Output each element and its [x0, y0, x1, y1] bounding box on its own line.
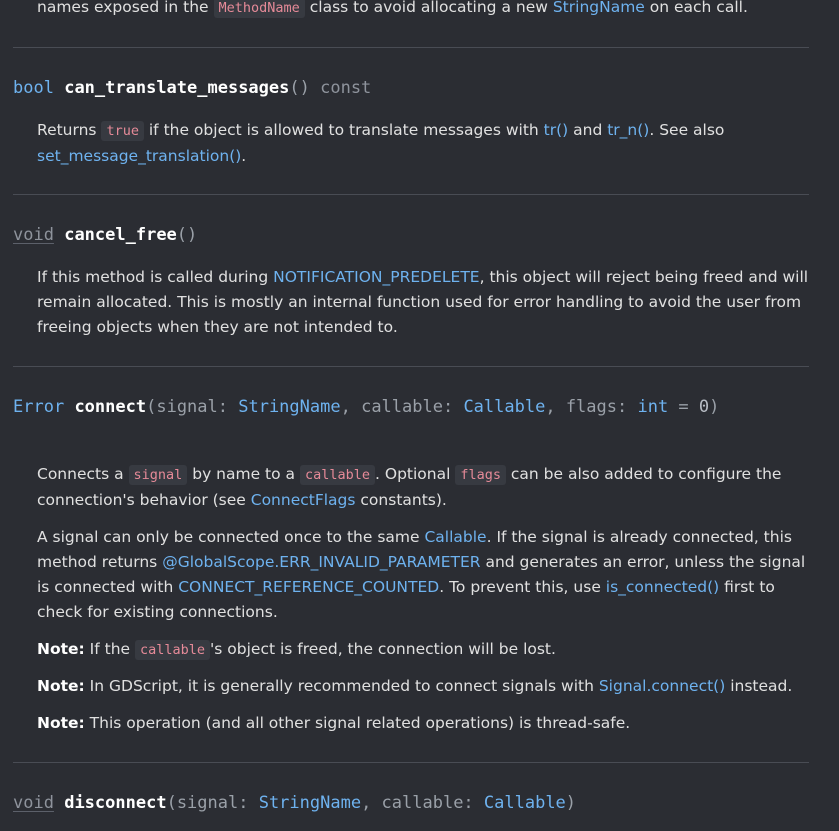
note-label: Note:	[37, 714, 85, 732]
paren-close: )	[565, 793, 577, 813]
note	[37, 711, 817, 736]
divider	[13, 762, 809, 763]
text: instead.	[725, 677, 793, 695]
text: 's object is freed, the connection will be lost.	[210, 640, 556, 658]
comma: ,	[340, 397, 362, 417]
return-type: void	[13, 225, 54, 245]
link-tr-n[interactable]: tr_n()	[607, 121, 650, 139]
param-type-link[interactable]: Callable	[483, 793, 566, 813]
param-flags: flags:	[565, 397, 638, 417]
divider	[13, 47, 809, 48]
link-is-connected[interactable]: is_connected()	[605, 578, 720, 596]
method-description	[37, 525, 817, 625]
text: This operation (and all other signal related operations) is thread-safe.	[84, 714, 631, 732]
code-true: true	[101, 121, 144, 141]
link-signal-connect[interactable]: Signal.connect()	[598, 677, 726, 695]
code-callable: callable	[135, 640, 210, 660]
text: Connects a	[37, 465, 129, 483]
text: first to check for existing connections.	[37, 578, 775, 621]
return-type-link[interactable]: bool	[13, 78, 54, 98]
text: Returns	[37, 121, 102, 139]
paren-close: )	[709, 397, 720, 417]
comma: ,	[361, 793, 382, 813]
text: class to avoid allocating a new	[304, 0, 553, 16]
link-callable[interactable]: Callable	[424, 528, 487, 546]
link-err-invalid-parameter[interactable]: @GlobalScope.ERR_INVALID_PARAMETER	[162, 553, 481, 571]
method-signature-connect	[13, 395, 719, 419]
param-type-link[interactable]: Callable	[463, 397, 546, 417]
method-name: connect	[74, 397, 147, 417]
text: .	[241, 147, 247, 165]
method-description	[37, 265, 817, 340]
note	[37, 674, 817, 699]
parens: ()	[176, 225, 198, 245]
text: constants).	[355, 491, 447, 509]
text: . To prevent this, use	[439, 578, 606, 596]
default-value: 0	[698, 397, 710, 417]
equals: =	[668, 397, 699, 417]
note	[37, 637, 817, 663]
method-description-fragment	[37, 0, 817, 21]
parens: ()	[289, 78, 310, 98]
code-signal: signal	[129, 465, 188, 485]
text: . See also	[649, 121, 725, 139]
method-name: disconnect	[64, 793, 167, 813]
note-label: Note:	[37, 640, 85, 658]
param-type-link[interactable]: StringName	[238, 397, 341, 417]
link-stringname[interactable]: StringName	[552, 0, 645, 16]
text: and generates an error, unless the signal is connected with	[37, 553, 806, 596]
text: In GDScript, it is generally recommended to connect signals with	[84, 677, 599, 695]
paren-open: (	[146, 397, 157, 417]
text: A signal can only be connected once to the same	[37, 528, 425, 546]
paren-open: (	[166, 793, 177, 813]
text: . Optional	[375, 465, 456, 483]
text: if the object is allowed to translate messages with	[143, 121, 544, 139]
method-signature-disconnect	[13, 791, 576, 815]
method-signature-can-translate-messages	[13, 76, 371, 100]
return-type-link[interactable]: Error	[13, 397, 65, 417]
text: and	[568, 121, 608, 139]
qualifier-const: const	[320, 78, 372, 98]
param-signal: signal:	[176, 793, 259, 813]
link-connectflags[interactable]: ConnectFlags	[250, 491, 356, 509]
method-name: cancel_free	[64, 225, 177, 245]
text: If this method is called during	[37, 268, 274, 286]
method-signature-cancel-free	[13, 223, 197, 247]
param-type-link[interactable]: int	[637, 397, 669, 417]
text: on each call.	[644, 0, 748, 16]
text: If the	[84, 640, 135, 658]
comma: ,	[545, 397, 566, 417]
text: . If the signal is already connected, this method returns	[37, 528, 792, 571]
code-callable: callable	[300, 465, 375, 485]
link-connect-reference-counted[interactable]: CONNECT_REFERENCE_COUNTED	[178, 578, 440, 596]
return-type: void	[13, 793, 54, 813]
method-description	[37, 118, 817, 169]
param-callable: callable:	[361, 397, 464, 417]
param-signal: signal:	[156, 397, 239, 417]
text: by name to a	[187, 465, 300, 483]
text: , this object will reject being freed and will remain allocated. This is mostly an internal function used for error handling to avoid the user from freeing objects when they are not intended to.	[37, 268, 809, 336]
link-notification-predelete[interactable]: NOTIFICATION_PREDELETE	[273, 268, 480, 286]
divider	[13, 194, 809, 195]
code-methodname: MethodName	[214, 0, 305, 18]
link-set-message-translation[interactable]: set_message_translation()	[37, 147, 242, 165]
text: can be also added to configure the connection's behavior (see	[37, 465, 782, 509]
code-flags: flags	[455, 465, 506, 485]
param-type-link[interactable]: StringName	[258, 793, 362, 813]
method-name: can_translate_messages	[64, 78, 290, 98]
link-tr[interactable]: tr()	[543, 121, 569, 139]
note-label: Note:	[37, 677, 85, 695]
text: names exposed in the	[37, 0, 214, 16]
param-callable: callable:	[381, 793, 484, 813]
divider	[13, 366, 809, 367]
method-description	[37, 462, 817, 513]
